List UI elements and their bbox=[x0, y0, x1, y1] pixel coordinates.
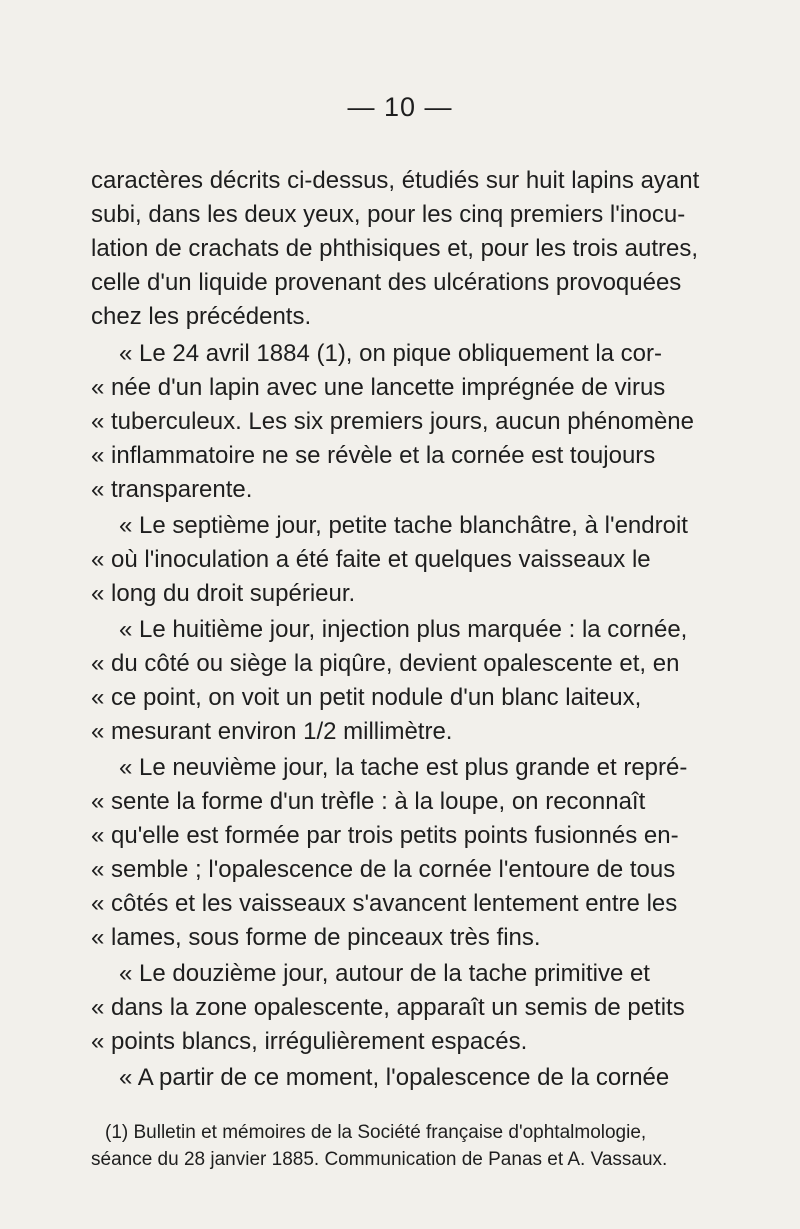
text-line: « Le septième jour, petite tache blanchâtre, à l'endroit bbox=[119, 512, 688, 539]
text-line: « A partir de ce moment, l'opalescence de la cornée bbox=[119, 1064, 670, 1091]
text-line: lation de crachats de phthisiques et, pour les trois autres, bbox=[91, 235, 699, 262]
text-line: « inflammatoire ne se révèle et la cornée est toujours bbox=[91, 442, 656, 469]
text-line: « transparente. bbox=[91, 476, 253, 503]
text-line: chez les précédents. bbox=[91, 303, 312, 330]
text-line: « du côté ou siège la piqûre, devient opalescente et, en bbox=[91, 650, 680, 677]
footnote-line: (1) Bulletin et mémoires de la Société française d'ophtalmologie, bbox=[105, 1122, 647, 1143]
text-line: « mesurant environ 1/2 millimètre. bbox=[91, 718, 453, 745]
text-line: « tuberculeux. Les six premiers jours, aucun phénomène bbox=[91, 408, 694, 435]
text-line: « où l'inoculation a été faite et quelques vaisseaux le bbox=[91, 546, 651, 573]
text-line: « semble ; l'opalescence de la cornée l'entoure de tous bbox=[91, 856, 676, 883]
text-line: « lames, sous forme de pinceaux très fins. bbox=[91, 924, 541, 951]
text-line: « points blancs, irrégulièrement espacés. bbox=[91, 1028, 528, 1055]
text-line: subi, dans les deux yeux, pour les cinq premiers l'inocu- bbox=[91, 201, 686, 228]
text-line: « Le 24 avril 1884 (1), on pique obliquement la cor- bbox=[119, 340, 662, 367]
footnote-line: séance du 28 janvier 1885. Communication de Panas et A. Vassaux. bbox=[91, 1149, 668, 1170]
text-line: « ce point, on voit un petit nodule d'un blanc laiteux, bbox=[91, 684, 642, 711]
text-line: « long du droit supérieur. bbox=[91, 580, 356, 607]
text-line: « Le huitième jour, injection plus marquée : la cornée, bbox=[119, 616, 688, 643]
text-line: celle d'un liquide provenant des ulcérations provoquées bbox=[91, 269, 682, 296]
text-line: caractères décrits ci-dessus, étudiés sur huit lapins ayant bbox=[91, 167, 700, 194]
text-line: « côtés et les vaisseaux s'avancent lentement entre les bbox=[91, 890, 678, 917]
text-line: « dans la zone opalescente, apparaît un semis de petits bbox=[91, 994, 685, 1021]
text-line: « née d'un lapin avec une lancette imprégnée de virus bbox=[91, 374, 666, 401]
text-line: « Le neuvième jour, la tache est plus grande et repré- bbox=[119, 754, 688, 781]
text-line: « Le douzième jour, autour de la tache primitive et bbox=[119, 960, 650, 987]
text-line: « sente la forme d'un trèfle : à la loupe, on reconnaît bbox=[91, 788, 646, 815]
page-number: — 10 — bbox=[347, 92, 453, 122]
text-line: « qu'elle est formée par trois petits points fusionnés en- bbox=[91, 822, 679, 849]
